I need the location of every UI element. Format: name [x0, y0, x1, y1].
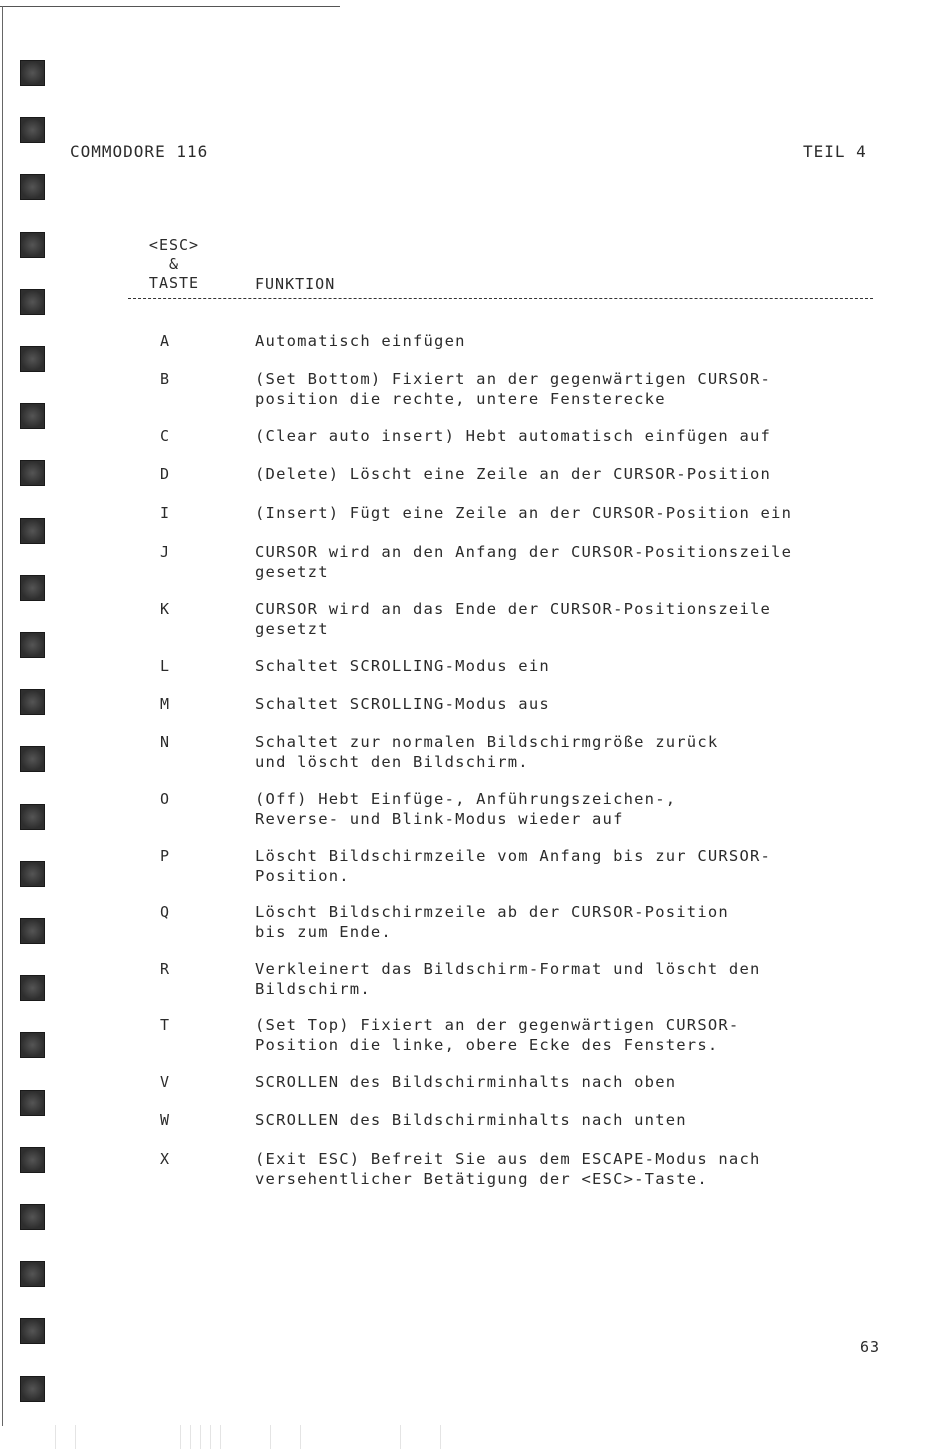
description-line: Bildschirm. [255, 979, 371, 998]
binder-hole [20, 1204, 45, 1230]
function-description [255, 600, 855, 639]
function-column-header: FUNKTION [255, 275, 336, 293]
escape-key-letter: M [160, 695, 170, 713]
binder-hole [20, 918, 45, 944]
function-description [255, 504, 855, 524]
binder-hole [20, 60, 45, 86]
description-line: (Exit ESC) Befreit Sie aus dem ESCAPE-Modus nach [255, 1150, 761, 1168]
scan-mark [440, 1425, 441, 1449]
description-line: CURSOR wird an den Anfang der CURSOR-Positionszeile [255, 543, 793, 561]
description-line: Position die linke, obere Ecke des Fensters. [255, 1035, 719, 1054]
escape-key-letter: W [160, 1111, 170, 1129]
binder-hole [20, 1032, 45, 1058]
binder-hole [20, 861, 45, 887]
key-header-line: TASTE [148, 274, 200, 292]
binder-hole [20, 689, 45, 715]
scan-mark [55, 1425, 56, 1449]
scan-mark [270, 1425, 271, 1449]
description-line: (Set Bottom) Fixiert an der gegenwärtigen CURSOR- [255, 370, 772, 388]
escape-key-letter: X [160, 1150, 170, 1168]
escape-key-letter: K [160, 600, 170, 618]
escape-key-letter: N [160, 733, 170, 751]
binder-hole [20, 1147, 45, 1173]
binder-hole [20, 403, 45, 429]
function-description [255, 695, 855, 715]
escape-key-letter: I [160, 504, 170, 522]
key-header-line: & [168, 255, 180, 273]
escape-key-letter: L [160, 657, 170, 675]
function-description [255, 1111, 855, 1131]
binder-hole [20, 460, 45, 486]
key-column-header [139, 236, 209, 293]
description-line: Löscht Bildschirmzeile ab der CURSOR-Position [255, 903, 729, 921]
header-divider [128, 298, 873, 299]
description-line: Schaltet zur normalen Bildschirmgröße zurück [255, 733, 719, 751]
function-description [255, 790, 855, 829]
function-description [255, 1073, 855, 1093]
description-line: gesetzt [255, 619, 329, 638]
description-line: Schaltet SCROLLING-Modus ein [255, 657, 550, 675]
escape-key-letter: B [160, 370, 170, 388]
description-line: SCROLLEN des Bildschirminhalts nach unten [255, 1111, 687, 1129]
description-line: und löscht den Bildschirm. [255, 752, 529, 771]
function-description [255, 960, 855, 999]
binder-hole [20, 174, 45, 200]
binder-hole [20, 346, 45, 372]
description-line: CURSOR wird an das Ende der CURSOR-Positionszeile [255, 600, 772, 618]
description-line: Reverse- und Blink-Modus wieder auf [255, 809, 624, 828]
description-line: (Delete) Löscht eine Zeile an der CURSOR-Position [255, 465, 772, 483]
scan-mark [75, 1425, 76, 1449]
escape-key-letter: A [160, 332, 170, 350]
binder-hole [20, 1261, 45, 1287]
scan-artifacts [0, 1421, 950, 1451]
function-description [255, 427, 855, 447]
function-description [255, 543, 855, 582]
binder-hole [20, 575, 45, 601]
binder-hole [20, 1318, 45, 1344]
escape-key-letter: C [160, 427, 170, 445]
function-description [255, 1150, 855, 1189]
function-description [255, 847, 855, 886]
escape-key-letter: Q [160, 903, 170, 921]
escape-key-letter: J [160, 543, 170, 561]
binder-hole [20, 746, 45, 772]
page-number: 63 [860, 1338, 881, 1356]
scan-mark [300, 1425, 301, 1449]
description-line: bis zum Ende. [255, 922, 392, 941]
function-description [255, 465, 855, 485]
binder-hole [20, 232, 45, 258]
function-description [255, 332, 855, 352]
escape-key-letter: O [160, 790, 170, 808]
page-header-section: TEIL 4 [803, 142, 867, 161]
description-line: (Clear auto insert) Hebt automatisch einfügen auf [255, 427, 772, 445]
description-line: Verkleinert das Bildschirm-Format und löscht den [255, 960, 761, 978]
function-description [255, 903, 855, 942]
scan-mark [220, 1425, 221, 1449]
description-line: (Set Top) Fixiert an der gegenwärtigen CURSOR- [255, 1016, 740, 1034]
binder-hole [20, 975, 45, 1001]
scan-mark [190, 1425, 191, 1449]
escape-key-letter: P [160, 847, 170, 865]
description-line: position die rechte, untere Fensterecke [255, 389, 666, 408]
description-line: (Insert) Fügt eine Zeile an der CURSOR-Position ein [255, 504, 793, 522]
binder-hole [20, 804, 45, 830]
escape-key-letter: D [160, 465, 170, 483]
escape-key-letter: V [160, 1073, 170, 1091]
description-line: SCROLLEN des Bildschirminhalts nach oben [255, 1073, 677, 1091]
function-description [255, 657, 855, 677]
binder-hole [20, 632, 45, 658]
key-header-line: <ESC> [148, 236, 200, 254]
binder-hole [20, 1376, 45, 1402]
top-border-line [0, 6, 340, 7]
scan-mark [180, 1425, 181, 1449]
description-line: (Off) Hebt Einfüge-, Anführungszeichen-, [255, 790, 677, 808]
description-line: Löscht Bildschirmzeile vom Anfang bis zur CURSOR- [255, 847, 772, 865]
binder-hole [20, 289, 45, 315]
page-header-title: COMMODORE 116 [70, 142, 209, 161]
escape-key-letter: T [160, 1016, 170, 1034]
escape-key-letter: R [160, 960, 170, 978]
description-line: versehentlicher Betätigung der <ESC>-Taste. [255, 1169, 708, 1188]
description-line: Position. [255, 866, 350, 885]
scan-mark [210, 1425, 211, 1449]
left-border-line [2, 6, 3, 1426]
description-line: gesetzt [255, 562, 329, 581]
binder-hole [20, 518, 45, 544]
function-description [255, 370, 855, 409]
function-description [255, 1016, 855, 1055]
function-description [255, 733, 855, 772]
binder-hole [20, 1090, 45, 1116]
description-line: Schaltet SCROLLING-Modus aus [255, 695, 550, 713]
binder-hole [20, 117, 45, 143]
description-line: Automatisch einfügen [255, 332, 466, 350]
scan-mark [400, 1425, 401, 1449]
scan-mark [200, 1425, 201, 1449]
